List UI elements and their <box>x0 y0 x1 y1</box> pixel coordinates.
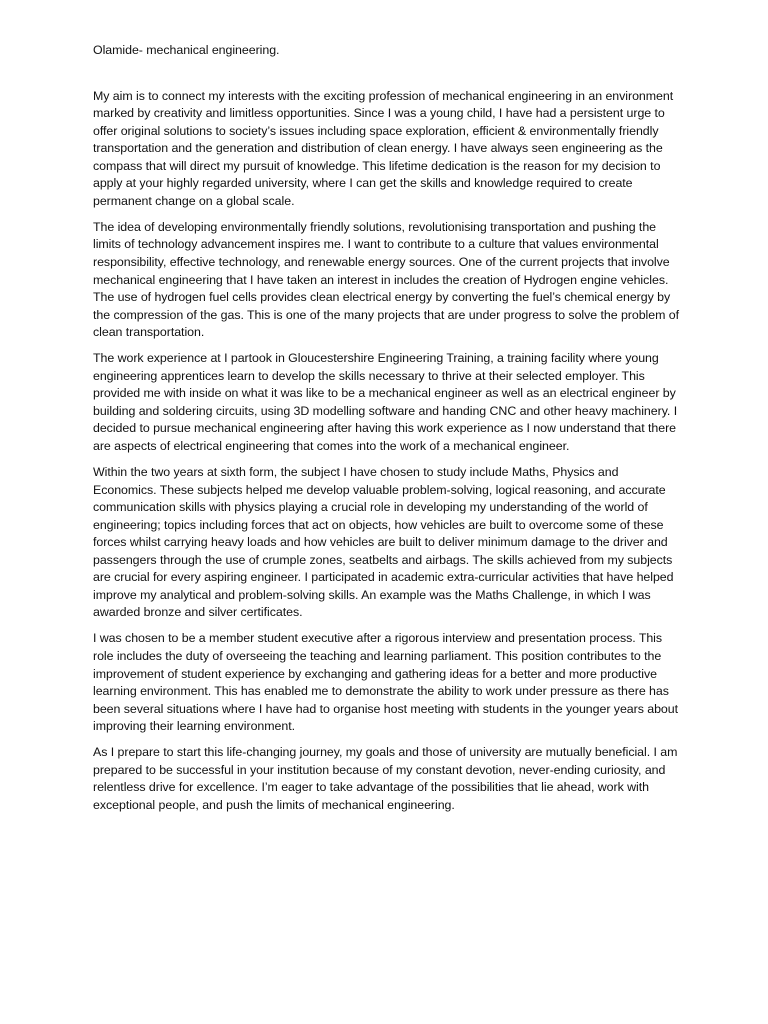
paragraph-environmental-solutions: The idea of developing environmentally friendly solutions, revolutionising transportation and pushing the limits of technology advancement inspires me. I want to contribute to a culture that values environmental responsibility, effective technology, and renewable energy sources. One of the current projects that involve mechanical engineering that I have taken an interest in includes the creation of Hydrogen engine vehicles. The use of hydrogen fuel cells provides clean electrical energy by converting the fuel’s chemical energy by the compression of the gas. This is one of the many projects that are under progress to solve the problem of clean transportation. <box>93 219 679 340</box>
paragraph-sixth-form-subjects: Within the two years at sixth form, the subject I have chosen to study include Maths, Physics and Economics. These subjects helped me develop valuable problem-solving, logical reasoning, and accurate communication skills with physics playing a crucial role in developing my understanding of the world of engineering; topics including forces that act on objects, how vehicles are built to overcome some of these forces whilst carrying heavy loads and how vehicles are built to deliver minimum damage to the driver and passengers through the use of crumple zones, seatbelts and airbags. The skills achieved from my subjects are crucial for every aspiring engineer. I participated in academic extra-curricular activities that have helped improve my analytical and problem-solving skills. An example was the Maths Challenge, in which I was awarded bronze and silver certificates. <box>93 464 674 620</box>
paragraph-student-executive: I was chosen to be a member student executive after a rigorous interview and presentation process. This role includes the duty of overseeing the teaching and learning parliament. This position contributes to the improvement of student experience by exchanging and gathering ideas for a better and more productive learning environment. This has enabled me to demonstrate the ability to work under pressure as there has been several situations where I have had to organise host meeting with students in the younger years about improving their learning environment. <box>93 631 678 734</box>
document-title: Olamide- mechanical engineering. <box>93 43 280 57</box>
paragraph-conclusion: As I prepare to start this life-changing journey, my goals and those of university are mutually beneficial. I am prepared to be successful in your institution because of my constant devotion, never-ending curiosity, and relentless drive for excellence. I’m eager to take advantage of the possibilities that lie ahead, work with exceptional people, and push the limits of mechanical engineering. <box>93 745 678 812</box>
document-body <box>93 42 679 823</box>
paragraph-aim: My aim is to connect my interests with the exciting profession of mechanical engineering in an environment marked by creativity and limitless opportunities. Since I was a young child, I have had a persistent urge to offer original solutions to society’s issues including space exploration, efficient & environmentally friendly transportation and the generation and distribution of clean energy. I have always seen engineering as the compass that will direct my pursuit of knowledge. This lifetime dedication is the reason for my decision to apply at your highly regarded university, where I can get the skills and knowledge required to create permanent change on a global scale. <box>93 88 674 208</box>
paragraph-work-experience: The work experience at I partook in Gloucestershire Engineering Training, a training facility where young engineering apprentices learn to develop the skills necessary to thrive at their selected employer. This provided me with inside on what it was like to be a mechanical engineer as well as an electrical engineer by building and soldering circuits, using 3D modelling software and handing CNC and other heavy machinery. I decided to pursue mechanical engineering after having this work experience as I now understand that there are aspects of electrical engineering that comes into the work of a mechanical engineer. <box>93 351 678 453</box>
